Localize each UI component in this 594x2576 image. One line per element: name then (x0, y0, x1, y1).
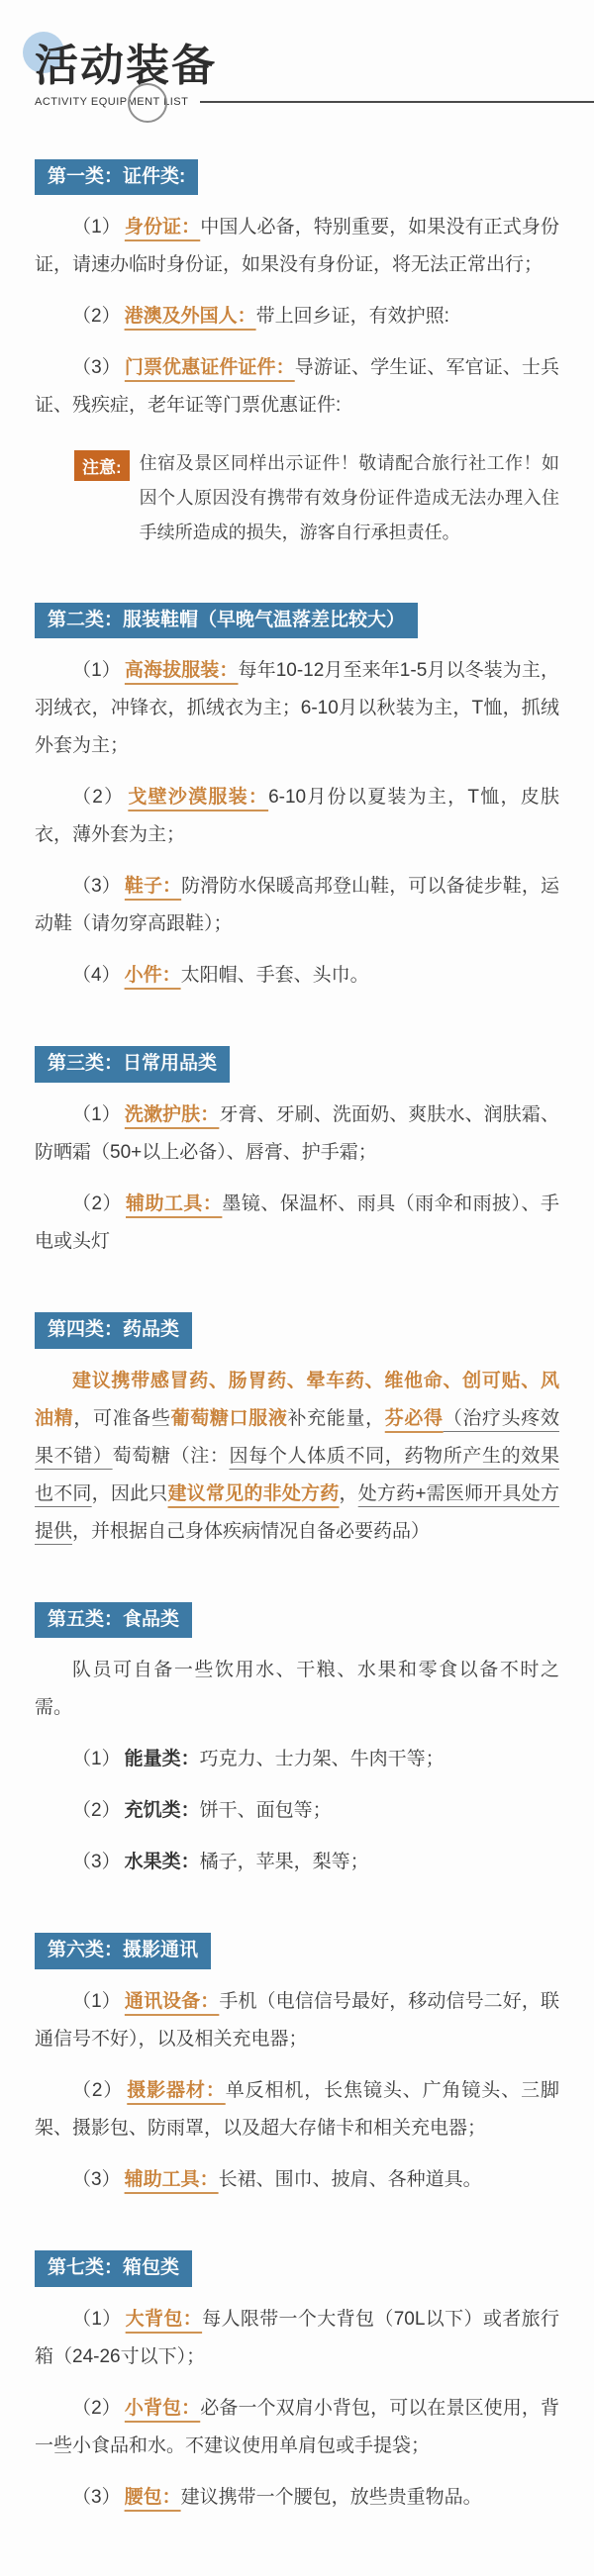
item-text: 6-10月份以夏装为主，T恤，皮肤衣，薄外套为主； (35, 787, 559, 846)
item-text: 建议携带一个腰包，放些贵重物品。 (180, 2486, 482, 2508)
list-item (35, 2479, 559, 2517)
paragraph-span: 补充能量， (287, 1407, 385, 1429)
item-text: 橘子，苹果，梨等； (199, 1852, 369, 1873)
item-keyword: 摄影器材： (127, 2080, 226, 2101)
item-text: 单反相机，长焦镜头、广角镜头、三脚架、摄影包、防雨罩，以及超大存储卡和相关充电器； (35, 2080, 559, 2139)
item-keyword: 鞋子： (124, 876, 182, 898)
paragraph-span: （治疗头疼效果不错） (35, 1407, 559, 1467)
paragraph-span: ， (339, 1482, 358, 1504)
paragraph-span: 处方药+需医师开具处方提供 (35, 1482, 559, 1542)
item-text: 每年10-12月至来年1-5月以冬装为主，羽绒衣，冲锋衣，抓绒衣为主；6-10月以秋装为主，T恤，抓绒外套为主； (35, 660, 559, 757)
title-ring-icon (128, 83, 167, 123)
item-keyword: 充饥类： (124, 1800, 200, 1822)
item-text: 巧克力、士力架、牛肉干等； (199, 1749, 445, 1770)
item-keyword: 腰包： (124, 2486, 181, 2508)
item-keyword: 通讯设备： (124, 1991, 220, 2012)
section-header-badge: 第七类：箱包类 (35, 2250, 192, 2287)
list-item (35, 779, 559, 854)
item-number: （1） (72, 1991, 121, 2012)
section (35, 1312, 559, 1551)
item-text: 手机（电信信号最好，移动信号二好，联通信号不好），以及相关充电器； (35, 1991, 559, 2050)
section (35, 1933, 559, 2199)
item-text: 长裙、围巾、披肩、各种道具。 (218, 2169, 482, 2190)
item-number: （1） (72, 660, 121, 682)
item-keyword: 戈壁沙漠服装： (128, 787, 269, 809)
page-subtitle: ACTIVITY EQUIPMENT LIST (35, 95, 189, 108)
item-number: （4） (72, 965, 121, 987)
item-keyword: 门票优惠证件证件： (124, 357, 295, 379)
list-item (35, 868, 559, 943)
equipment-list-content (35, 159, 559, 2517)
item-text: 导游证、学生证、军官证、士兵证、残疾症，老年证等门票优惠证件: (35, 357, 559, 417)
section-intro: 队员可自备一些饮用水、干粮、水果和零食以备不时之需。 (35, 1660, 559, 1719)
item-number: （1） (72, 1749, 121, 1770)
paragraph-span: 因每个人体质不同，药物所产生的效果也不同 (35, 1445, 559, 1504)
page-title: 活动装备 (35, 42, 217, 90)
paragraph-span: 芬必得 (384, 1407, 444, 1429)
item-keyword: 洗漱护肤： (124, 1103, 220, 1125)
item-keyword: 辅助工具： (126, 1193, 223, 1214)
notice-block (74, 446, 559, 550)
subtitle-row (35, 96, 559, 108)
paragraph-span: ，因此只 (91, 1482, 168, 1504)
notice-badge: 注意: (74, 450, 130, 481)
list-item (35, 1792, 559, 1830)
section-header-badge: 第二类：服装鞋帽（早晚气温落差比较大） (35, 603, 418, 639)
item-text: 太阳帽、手套、头巾。 (180, 965, 369, 987)
item-number: （2） (72, 2080, 124, 2101)
page-header (35, 42, 559, 108)
item-keyword: 小件： (124, 965, 181, 987)
paragraph-span: ，可准备些 (73, 1407, 171, 1429)
item-number: （1） (72, 217, 121, 239)
item-number: （1） (72, 2308, 122, 2330)
section-header-badge: 第六类：摄影通讯 (35, 1933, 211, 1969)
item-number: （3） (72, 1852, 121, 1873)
list-item (35, 1844, 559, 1881)
header-divider-line (200, 101, 594, 103)
notice-text: 住宿及景区同样出示证件！敬请配合旅行社工作！如因个人原因没有携带有效身份证件造成无法办理入住手续所造成的损失，游客自行承担责任。 (139, 453, 559, 543)
list-item (35, 298, 559, 335)
section-paragraph (35, 1363, 559, 1551)
list-item (35, 1741, 559, 1778)
section-header-badge: 第一类：证件类: (35, 159, 198, 196)
item-text: 防滑防水保暖高邦登山鞋，可以备徒步鞋，运动鞋（请勿穿高跟鞋）； (35, 876, 559, 935)
list-item (35, 349, 559, 425)
list-item (35, 652, 559, 765)
item-text: 带上回乡证，有效护照: (255, 306, 449, 328)
list-item (35, 2301, 559, 2376)
paragraph-span: 葡萄糖口服液 (170, 1407, 288, 1429)
item-keyword: 身份证： (124, 217, 201, 239)
item-keyword: 大背包： (125, 2308, 203, 2330)
item-keyword: 辅助工具： (124, 2169, 219, 2190)
paragraph-span: 建议携带感冒药、肠胃药、晕车药、维他命、创可贴、风油精 (35, 1370, 559, 1429)
item-number: （3） (72, 2169, 121, 2190)
list-item (35, 2072, 559, 2147)
item-text: 每人限带一个大背包（70L以下）或者旅行箱（24-26寸以下）； (35, 2308, 559, 2367)
list-item (35, 209, 559, 284)
item-keyword: 小背包： (124, 2397, 201, 2419)
section-header-badge: 第五类：食品类 (35, 1602, 192, 1639)
section-header-badge: 第三类：日常用品类 (35, 1046, 230, 1083)
paragraph-span: 萄萄糖（注： (112, 1445, 230, 1467)
item-number: （3） (72, 357, 121, 379)
item-number: （2） (72, 2397, 121, 2419)
item-number: （2） (72, 1800, 121, 1822)
item-number: （3） (72, 876, 121, 898)
section-header-badge: 第四类：药品类 (35, 1312, 192, 1349)
list-item (35, 2390, 559, 2465)
item-number: （3） (72, 2486, 121, 2508)
item-number: （2） (72, 787, 125, 809)
item-number: （1） (72, 1103, 121, 1125)
item-keyword: 水果类： (124, 1852, 200, 1873)
list-item (35, 2161, 559, 2199)
section (35, 1602, 559, 1882)
section (35, 2250, 559, 2517)
list-item (35, 1097, 559, 1172)
section (35, 603, 559, 996)
list-item (35, 1186, 559, 1261)
paragraph-span: 建议常见的非处方药 (167, 1482, 340, 1504)
item-number: （2） (72, 306, 121, 328)
section (35, 159, 559, 551)
item-keyword: 港澳及外国人： (124, 306, 256, 328)
item-keyword: 能量类： (124, 1749, 200, 1770)
section (35, 1046, 559, 1261)
item-number: （2） (72, 1193, 122, 1214)
item-text: 饼干、面包等； (199, 1800, 332, 1822)
list-item (35, 1983, 559, 2058)
item-text: 中国人必备，特别重要，如果没有正式身份证，请速办临时身份证，如果没有身份证，将无法正常出行； (35, 217, 559, 276)
paragraph-span: ，并根据自己身体疾病情况自备必要药品） (72, 1520, 431, 1542)
list-item (35, 957, 559, 995)
item-text: 墨镜、保温杯、雨具（雨伞和雨披）、手电或头灯 (35, 1193, 559, 1252)
item-text: 必备一个双肩小背包，可以在景区使用，背一些小食品和水。不建议使用单肩包或手提袋； (35, 2397, 559, 2456)
item-text: 牙膏、牙刷、洗面奶、爽肤水、润肤霜、防晒霜（50+以上必备）、唇膏、护手霜； (35, 1103, 559, 1163)
item-keyword: 高海拔服装： (124, 660, 239, 682)
